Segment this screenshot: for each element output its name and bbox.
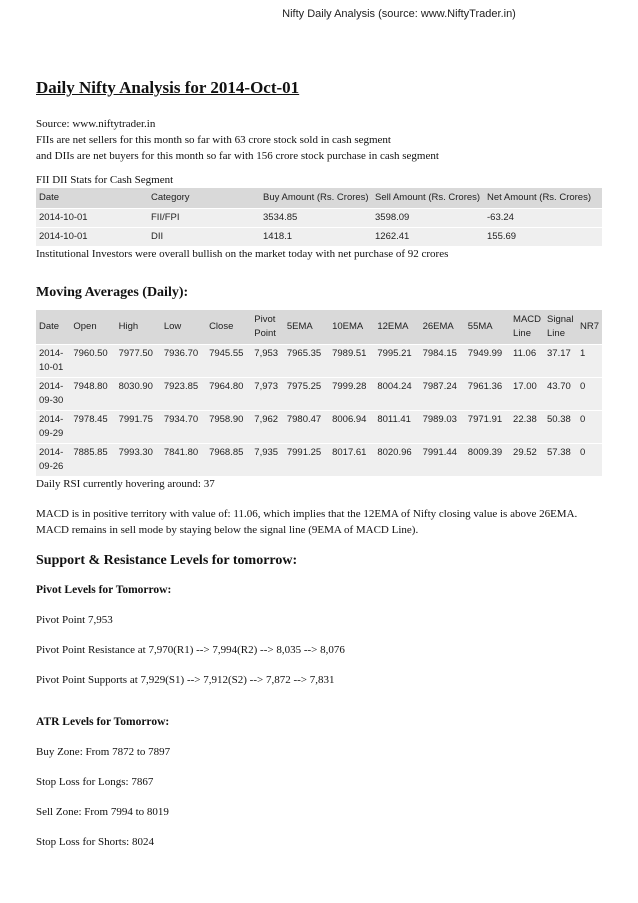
table-cell: 7995.21 [374, 345, 419, 378]
table-cell: 7958.90 [206, 411, 251, 444]
table-cell: 43.70 [544, 378, 577, 411]
table-cell: 155.69 [484, 228, 602, 247]
table-cell: 8030.90 [116, 378, 161, 411]
table-cell: 29.52 [510, 444, 544, 477]
table-cell: 50.38 [544, 411, 577, 444]
table-cell: 7978.45 [70, 411, 115, 444]
table-row [36, 228, 602, 247]
table-cell: 7960.50 [70, 345, 115, 378]
ma-col-10ema: 10EMA [329, 310, 374, 345]
table-row [36, 411, 602, 444]
table-row [36, 444, 602, 477]
table-cell: 11.06 [510, 345, 544, 378]
table-cell: 7984.15 [420, 345, 465, 378]
table-cell: 8004.24 [374, 378, 419, 411]
ma-col-12ema: 12EMA [374, 310, 419, 345]
table-cell: 2014-10-01 [36, 345, 70, 378]
table-cell: 2014-09-30 [36, 378, 70, 411]
stop-loss-longs: Stop Loss for Longs: 7867 [36, 776, 154, 788]
table-cell: DII [148, 228, 260, 247]
ma-header-row [36, 310, 602, 345]
table-cell: 0 [577, 411, 602, 444]
ma-col-high: High [116, 310, 161, 345]
ma-col-signal: Signal Line [544, 310, 577, 345]
ma-table-body [36, 345, 602, 477]
pivot-point: Pivot Point 7,953 [36, 614, 113, 626]
fii-col-buy: Buy Amount (Rs. Crores) [260, 188, 372, 209]
table-cell: 8011.41 [374, 411, 419, 444]
ma-col-26ema: 26EMA [420, 310, 465, 345]
rsi-text: Daily RSI currently hovering around: 37 [36, 478, 215, 490]
table-cell: 22.38 [510, 411, 544, 444]
fii-summary: Institutional Investors were overall bullish on the market today with net purchase of 92 crores [36, 248, 449, 260]
table-cell: 7989.51 [329, 345, 374, 378]
ma-col-5ema: 5EMA [284, 310, 329, 345]
intro-fii: FIIs are net sellers for this month so far with 63 crore stock sold in cash segment [36, 134, 391, 146]
ma-heading: Moving Averages (Daily): [36, 285, 189, 300]
table-cell: 8006.94 [329, 411, 374, 444]
table-cell: 37.17 [544, 345, 577, 378]
table-cell: 7841.80 [161, 444, 206, 477]
table-cell: 17.00 [510, 378, 544, 411]
table-cell: 7975.25 [284, 378, 329, 411]
table-cell: 7971.91 [465, 411, 510, 444]
table-cell: 7936.70 [161, 345, 206, 378]
table-cell: 7968.85 [206, 444, 251, 477]
table-cell: 7980.47 [284, 411, 329, 444]
macd-text: MACD is in positive territory with value of: 11.06, which implies that the 12EMA of Nifty closing value is above 26EMA. MACD remains in sell mode by staying below the signal line (9EMA of MACD Line). [36, 508, 578, 536]
document-body [36, 78, 602, 850]
table-row [36, 378, 602, 411]
table-cell: 7989.03 [420, 411, 465, 444]
table-cell: 3598.09 [372, 209, 484, 228]
ma-col-55ma: 55MA [465, 310, 510, 345]
intro-source: Source: www.niftytrader.in [36, 118, 156, 130]
table-cell: 2014-09-26 [36, 444, 70, 477]
ma-col-low: Low [161, 310, 206, 345]
table-cell: 8017.61 [329, 444, 374, 477]
table-cell: 7885.85 [70, 444, 115, 477]
table-cell: 7,953 [251, 345, 284, 378]
table-cell: 7961.36 [465, 378, 510, 411]
table-cell: 7977.50 [116, 345, 161, 378]
table-cell: 7999.28 [329, 378, 374, 411]
pivot-resistance: Pivot Point Resistance at 7,970(R1) --> 7,994(R2) --> 8,035 --> 8,076 [36, 644, 345, 656]
fii-caption: FII DII Stats for Cash Segment [36, 174, 174, 186]
table-cell: 7,973 [251, 378, 284, 411]
table-cell: 1418.1 [260, 228, 372, 247]
table-cell: 3534.85 [260, 209, 372, 228]
table-cell: 7949.99 [465, 345, 510, 378]
fii-dii-table [36, 188, 602, 246]
ma-col-pivot: Pivot Point [251, 310, 284, 345]
table-cell: 7991.75 [116, 411, 161, 444]
table-cell: 7923.85 [161, 378, 206, 411]
atr-heading: ATR Levels for Tomorrow: [36, 716, 170, 728]
pivot-heading: Pivot Levels for Tomorrow: [36, 584, 172, 596]
table-row [36, 209, 602, 228]
table-row [36, 345, 602, 378]
table-cell: 2014-10-01 [36, 209, 148, 228]
table-cell: 7948.80 [70, 378, 115, 411]
pivot-support: Pivot Point Supports at 7,929(S1) --> 7,912(S2) --> 7,872 --> 7,831 [36, 674, 335, 686]
table-cell: 0 [577, 444, 602, 477]
table-cell: 7945.55 [206, 345, 251, 378]
intro-dii: and DIIs are net buyers for this month so far with 156 crore stock purchase in cash segment [36, 150, 439, 162]
table-cell: 57.38 [544, 444, 577, 477]
table-cell: 7,962 [251, 411, 284, 444]
fii-col-sell: Sell Amount (Rs. Crores) [372, 188, 484, 209]
table-cell: -63.24 [484, 209, 602, 228]
moving-averages-table [36, 310, 602, 476]
running-header: Nifty Daily Analysis (source: www.NiftyTrader.in) [282, 8, 516, 20]
table-cell: 1262.41 [372, 228, 484, 247]
fii-col-net: Net Amount (Rs. Crores) [484, 188, 602, 209]
page-title: Daily Nifty Analysis for 2014-Oct-01 [36, 78, 300, 97]
sell-zone: Sell Zone: From 7994 to 8019 [36, 806, 169, 818]
fii-col-category: Category [148, 188, 260, 209]
table-cell: 7934.70 [161, 411, 206, 444]
ma-col-macd: MACD Line [510, 310, 544, 345]
table-cell: 2014-09-29 [36, 411, 70, 444]
stop-loss-shorts: Stop Loss for Shorts: 8024 [36, 836, 154, 848]
table-cell: 7987.24 [420, 378, 465, 411]
table-cell: 7993.30 [116, 444, 161, 477]
table-cell: 7965.35 [284, 345, 329, 378]
table-cell: 8009.39 [465, 444, 510, 477]
fii-col-date: Date [36, 188, 148, 209]
fii-header-row [36, 188, 602, 209]
table-cell: 7964.80 [206, 378, 251, 411]
table-cell: 8020.96 [374, 444, 419, 477]
table-cell: 7991.44 [420, 444, 465, 477]
buy-zone: Buy Zone: From 7872 to 7897 [36, 746, 171, 758]
sr-heading: Support & Resistance Levels for tomorrow: [36, 553, 298, 568]
ma-col-date: Date [36, 310, 70, 345]
table-cell: 1 [577, 345, 602, 378]
table-cell: 7991.25 [284, 444, 329, 477]
ma-col-close: Close [206, 310, 251, 345]
table-cell: 7,935 [251, 444, 284, 477]
table-cell: 2014-10-01 [36, 228, 148, 247]
ma-col-nr7: NR7 [577, 310, 602, 345]
table-cell: FII/FPI [148, 209, 260, 228]
table-cell: 0 [577, 378, 602, 411]
ma-col-open: Open [70, 310, 115, 345]
